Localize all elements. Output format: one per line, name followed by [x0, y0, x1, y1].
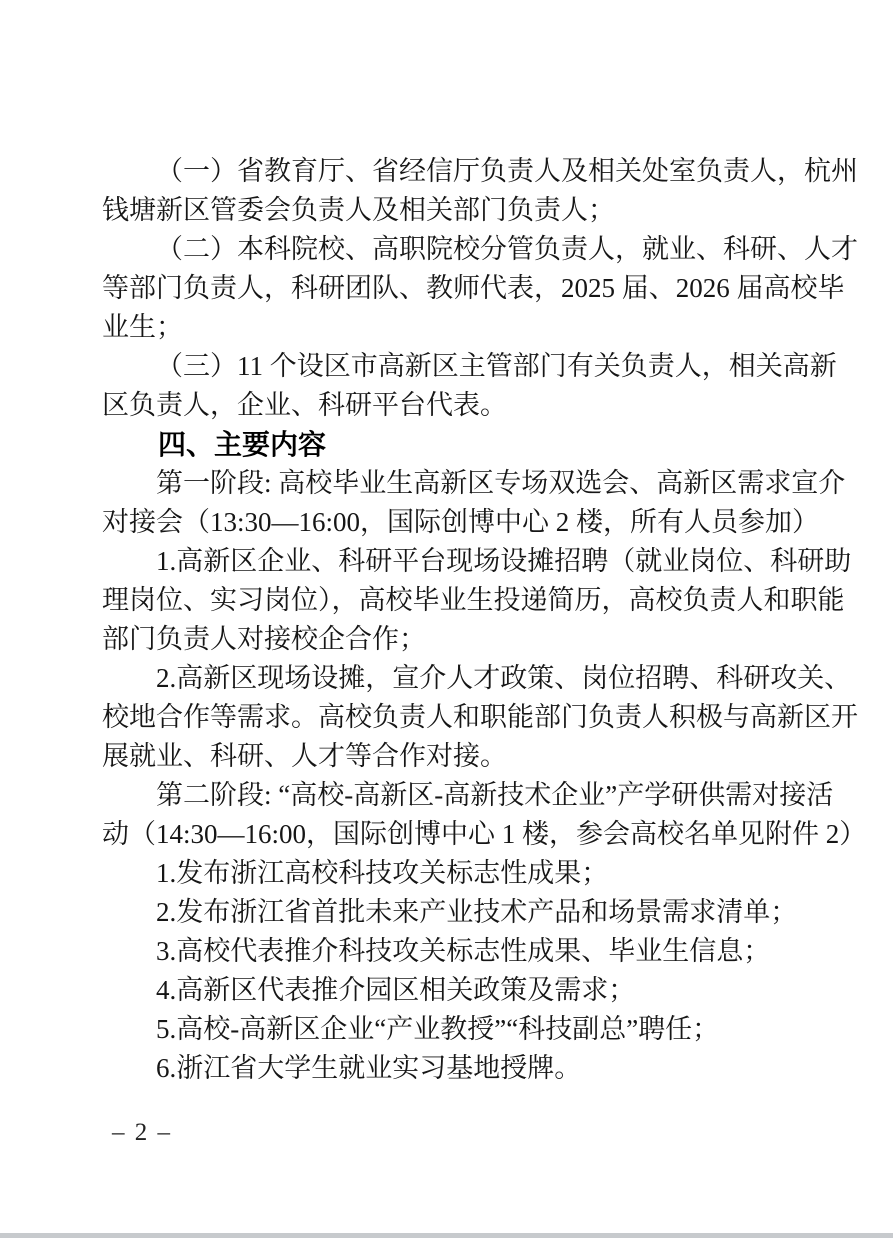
paragraph-3-line-1: （三）11 个设区市高新区主管部门有关负责人，相关高新 [156, 351, 837, 381]
page-number: – 2 – [112, 1119, 172, 1146]
paragraph-3-line-2: 区负责人，企业、科研平台代表。 [102, 390, 507, 420]
paragraph-2-line-2: 等部门负责人，科研团队、教师代表，2025 届、2026 届高校毕 [102, 273, 845, 303]
stage-two-item-4: 4.高新区代表推介园区相关政策及需求； [156, 975, 636, 1005]
stage-two-item-1: 1.发布浙江高校科技攻关标志性成果； [156, 858, 609, 888]
document-body [102, 152, 867, 1088]
paragraph-6-line-2: 校地合作等需求。高校负责人和职能部门负责人积极与高新区开 [102, 702, 858, 732]
paragraph-1-line-1: （一）省教育厅、省经信厅负责人及相关处室负责人，杭州 [156, 156, 858, 186]
paragraph-2-line-3: 业生； [102, 312, 183, 342]
stage-two-item-6: 6.浙江省大学生就业实习基地授牌。 [156, 1053, 582, 1083]
paragraph-5-line-2: 理岗位、实习岗位），高校毕业生投递简历，高校负责人和职能 [102, 585, 845, 615]
paragraph-6-line-3: 展就业、科研、人才等合作对接。 [102, 741, 507, 771]
stage-two-item-2: 2.发布浙江省首批未来产业技术产品和场景需求清单； [156, 897, 798, 927]
paragraph-5-line-1: 1.高新区企业、科研平台现场设摊招聘（就业岗位、科研助 [156, 546, 852, 576]
paragraph-4-line-2: 对接会（13:30—16:00，国际创博中心 2 楼，所有人员参加） [102, 507, 820, 537]
stage-two-item-3: 3.高校代表推介科技攻关标志性成果、毕业生信息； [156, 936, 771, 966]
paragraph-5-line-3: 部门负责人对接校企合作； [102, 624, 426, 654]
stage-two-item-5: 5.高校-高新区企业“产业教授”“科技副总”聘任； [156, 1014, 720, 1044]
paragraph-4-line-1: 第一阶段: 高校毕业生高新区专场双选会、高新区需求宣介 [156, 468, 846, 498]
paragraph-1-line-2: 钱塘新区管委会负责人及相关部门负责人； [102, 195, 615, 225]
paragraph-6-line-1: 2.高新区现场设摊，宣介人才政策、岗位招聘、科研攻关、 [156, 663, 852, 693]
scan-edge-artifact [0, 1233, 893, 1238]
paragraph-2-line-1: （二）本科院校、高职院校分管负责人，就业、科研、人才 [156, 234, 858, 264]
section-heading: 四、主要内容 [158, 429, 327, 460]
paragraph-7-line-1: 第二阶段: “高校-高新区-高新技术企业”产学研供需对接活 [156, 780, 834, 810]
paragraph-7-line-2: 动（14:30—16:00，国际创博中心 1 楼，参会高校名单见附件 2） [102, 819, 867, 849]
